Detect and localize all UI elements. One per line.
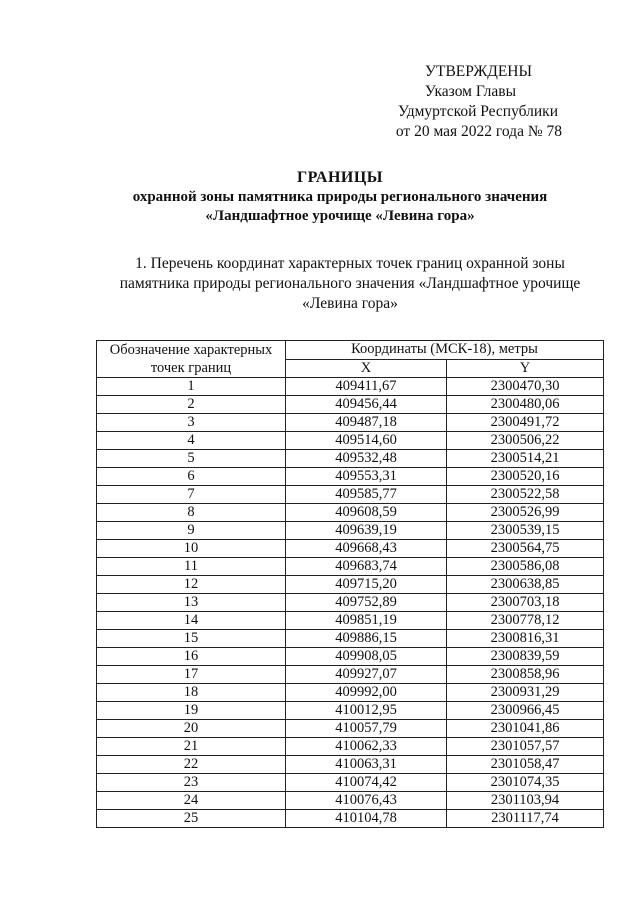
y-coordinate-cell: 2300778,12: [447, 612, 604, 630]
point-number-cell: 14: [97, 612, 286, 630]
point-number-cell: 20: [97, 720, 286, 738]
table-row: [97, 720, 604, 738]
point-number-cell: 6: [97, 468, 286, 486]
x-coordinate-cell: 409927,07: [286, 666, 447, 684]
y-coordinate-cell: 2300480,06: [447, 396, 604, 414]
y-coordinate-cell: 2300931,29: [447, 684, 604, 702]
x-coordinate-cell: 409585,77: [286, 486, 447, 504]
approval-line-4: от 20 мая 2022 года № 78: [395, 123, 562, 140]
y-coordinate-cell: 2301117,74: [447, 810, 604, 828]
point-number-cell: 8: [97, 504, 286, 522]
y-header: Y: [447, 359, 604, 378]
table-row: [97, 756, 604, 774]
y-coordinate-cell: 2301074,35: [447, 774, 604, 792]
point-number-cell: 25: [97, 810, 286, 828]
y-coordinate-cell: 2300816,31: [447, 630, 604, 648]
x-coordinate-cell: 409715,20: [286, 576, 447, 594]
table-row: [97, 378, 604, 396]
table-row: [97, 792, 604, 810]
x-coordinate-cell: 410104,78: [286, 810, 447, 828]
x-header: X: [286, 359, 447, 378]
point-number-cell: 18: [97, 684, 286, 702]
y-coordinate-cell: 2300470,30: [447, 378, 604, 396]
x-coordinate-cell: 410076,43: [286, 792, 447, 810]
y-coordinate-cell: 2300858,96: [447, 666, 604, 684]
table-row: [97, 414, 604, 432]
document-title: [60, 168, 620, 226]
x-coordinate-cell: 410012,95: [286, 702, 447, 720]
x-coordinate-cell: 409553,31: [286, 468, 447, 486]
point-number-cell: 1: [97, 378, 286, 396]
x-coordinate-cell: 409992,00: [286, 684, 447, 702]
table-row: [97, 666, 604, 684]
x-coordinate-cell: 409908,05: [286, 648, 447, 666]
table-row: [97, 702, 604, 720]
title-line-1: ГРАНИЦЫ: [296, 169, 383, 186]
point-number-cell: 10: [97, 540, 286, 558]
table-row: [97, 396, 604, 414]
table-row: [97, 612, 604, 630]
title-line-2: охранной зоны памятника природы регионального значения: [132, 189, 548, 205]
table-row: [97, 432, 604, 450]
point-number-cell: 23: [97, 774, 286, 792]
point-number-cell: 21: [97, 738, 286, 756]
y-coordinate-cell: 2300586,08: [447, 558, 604, 576]
y-coordinate-cell: 2301041,86: [447, 720, 604, 738]
y-coordinate-cell: 2300539,15: [447, 522, 604, 540]
coordinates-header: Координаты (МСК-18), метры: [286, 341, 604, 360]
point-number-cell: 5: [97, 450, 286, 468]
point-number-cell: 22: [97, 756, 286, 774]
y-coordinate-cell: 2300520,16: [447, 468, 604, 486]
x-coordinate-cell: 409683,74: [286, 558, 447, 576]
point-number-cell: 11: [97, 558, 286, 576]
x-coordinate-cell: 410057,79: [286, 720, 447, 738]
approval-line-1: УТВЕРЖДЕНЫ: [425, 63, 532, 80]
point-header-line-2: точек границ: [150, 360, 232, 376]
approval-line-2: Указом Главы: [424, 83, 516, 100]
table-row: [97, 648, 604, 666]
x-coordinate-cell: 409752,89: [286, 594, 447, 612]
table-row: [97, 468, 604, 486]
coordinates-table: [96, 340, 604, 828]
table-row: [97, 576, 604, 594]
point-number-cell: 13: [97, 594, 286, 612]
title-line-3: «Ландшафтное урочище «Левина гора»: [205, 208, 475, 224]
y-coordinate-cell: 2300564,75: [447, 540, 604, 558]
y-coordinate-cell: 2300839,59: [447, 648, 604, 666]
approval-stamp: [380, 62, 580, 142]
table-row: [97, 594, 604, 612]
intro-line-3: «Левина гора»: [302, 295, 398, 312]
x-coordinate-cell: 409456,44: [286, 396, 447, 414]
point-header-line-1: Обозначение характерных: [109, 342, 273, 358]
y-coordinate-cell: 2301103,94: [447, 792, 604, 810]
section-intro: [95, 254, 605, 314]
x-coordinate-cell: 409514,60: [286, 432, 447, 450]
point-number-cell: 7: [97, 486, 286, 504]
x-coordinate-cell: 409411,67: [286, 378, 447, 396]
x-coordinate-cell: 409639,19: [286, 522, 447, 540]
y-coordinate-cell: 2300506,22: [447, 432, 604, 450]
y-coordinate-cell: 2301058,47: [447, 756, 604, 774]
point-number-cell: 9: [97, 522, 286, 540]
table-row: [97, 630, 604, 648]
y-coordinate-cell: 2300638,85: [447, 576, 604, 594]
y-coordinate-cell: 2300526,99: [447, 504, 604, 522]
x-coordinate-cell: 409851,19: [286, 612, 447, 630]
table-row: [97, 504, 604, 522]
table-row: [97, 810, 604, 828]
table-row: [97, 738, 604, 756]
point-number-cell: 3: [97, 414, 286, 432]
coordinates-table-body: [97, 378, 604, 828]
x-coordinate-cell: 409487,18: [286, 414, 447, 432]
x-coordinate-cell: 410074,42: [286, 774, 447, 792]
intro-line-2: памятника природы регионального значения «Ландшафтное урочище: [119, 275, 581, 292]
x-coordinate-cell: 410063,31: [286, 756, 447, 774]
point-number-cell: 17: [97, 666, 286, 684]
y-coordinate-cell: 2301057,57: [447, 738, 604, 756]
table-row: [97, 684, 604, 702]
y-coordinate-cell: 2300966,45: [447, 702, 604, 720]
point-number-cell: 24: [97, 792, 286, 810]
x-coordinate-cell: 409886,15: [286, 630, 447, 648]
intro-line-1: 1. Перечень координат характерных точек границ охранной зоны: [135, 255, 565, 272]
table-row: [97, 522, 604, 540]
point-number-cell: 4: [97, 432, 286, 450]
x-coordinate-cell: 409668,43: [286, 540, 447, 558]
y-coordinate-cell: 2300514,21: [447, 450, 604, 468]
table-row: [97, 450, 604, 468]
point-number-cell: 2: [97, 396, 286, 414]
y-coordinate-cell: 2300491,72: [447, 414, 604, 432]
point-number-cell: 16: [97, 648, 286, 666]
point-designation-header: [97, 341, 286, 378]
table-row: [97, 540, 604, 558]
point-number-cell: 15: [97, 630, 286, 648]
table-row: [97, 558, 604, 576]
point-number-cell: 19: [97, 702, 286, 720]
table-row: [97, 486, 604, 504]
point-number-cell: 12: [97, 576, 286, 594]
approval-line-3: Удмуртской Республики: [397, 103, 558, 120]
y-coordinate-cell: 2300703,18: [447, 594, 604, 612]
x-coordinate-cell: 409608,59: [286, 504, 447, 522]
x-coordinate-cell: 410062,33: [286, 738, 447, 756]
y-coordinate-cell: 2300522,58: [447, 486, 604, 504]
x-coordinate-cell: 409532,48: [286, 450, 447, 468]
table-row: [97, 774, 604, 792]
